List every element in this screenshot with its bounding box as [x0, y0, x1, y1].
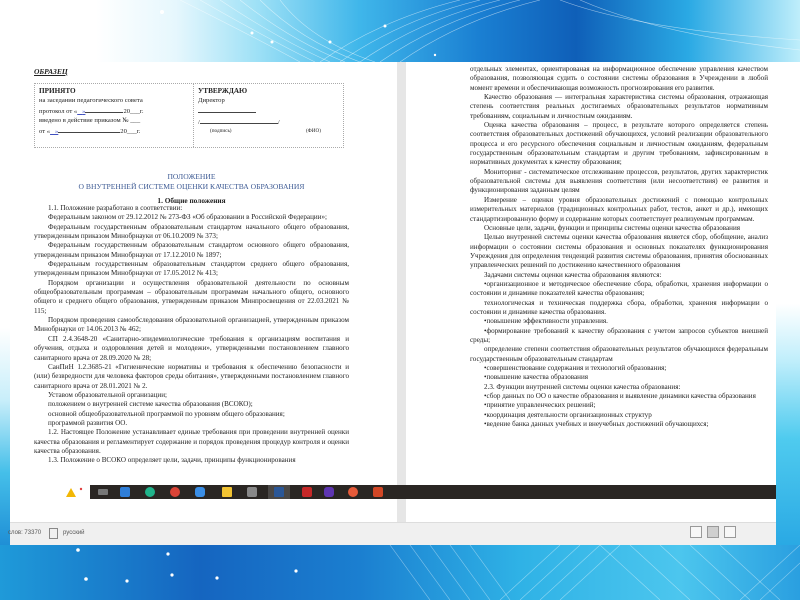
paragraph: •формирование требований к качеству образования с учетом запросов субъектов внешней среды;	[470, 326, 768, 344]
left-page-body	[34, 204, 349, 466]
paragraph: Задачами системы оценки качества образования являются:	[484, 270, 662, 279]
sample-stamp: ОБРАЗЕЦ	[34, 67, 68, 76]
paragraph: Федеральным государственным образовательным стандартом среднего общего образования, утвержденным приказом Минобрнауки от 17.05.2012 № 413;	[34, 260, 349, 278]
status-bar	[10, 522, 776, 546]
signature-line-2: / /	[198, 116, 339, 127]
paragraph: СанПиН 1.2.3685-21 «Гигиенические нормативы и требования к обеспечению безопасности и (или) безвредности для человека факторов среды обитания», утвержденными постановлением главного санитарного врача от 28.01.2021 № 2.	[34, 362, 349, 390]
paragraph: •повышение качества образования	[484, 373, 589, 382]
read-mode-button[interactable]	[690, 526, 702, 538]
paragraph: Целью внутренней системы оценки качества образования является сбор, обобщение, анализ информации о состоянии системы образования и основных показателях функционирования Учреждения для определения тенденций развития системы образования, принятия обоснованных управленческих решений по достижению качественного образования	[470, 233, 768, 270]
paragraph: 1.3. Положение о ВСОКО определяет цели, задачи, принципы функционирования	[48, 456, 296, 465]
paragraph: положением о внутренней системе качества образования (ВСОКО);	[48, 400, 253, 409]
right-page-body	[470, 65, 768, 429]
paragraph: •повышение эффективности управления.	[484, 317, 608, 326]
paragraph: определение степени соответствия образовательных результатов обучающихся федеральным государственным образовательным стандартам	[470, 345, 768, 363]
document-page-right[interactable]	[406, 62, 776, 522]
approval-accepted	[35, 84, 194, 147]
desktop-wallpaper-top	[0, 0, 800, 62]
paragraph: Качество образования — интегральная характеристика системы образования, отражающая степень соответствия реальных достигаемых образовательных результатов нормативным требованиям, социальным и личностным ожиданиям.	[470, 93, 768, 120]
paragraph: Порядком проведения самообследования образовательной организацией, утвержденным приказом Минобрнауки от 14.06.2013 № 462;	[34, 316, 349, 334]
print-layout-button[interactable]	[707, 526, 719, 538]
paragraph: Измерение – оценки уровня образовательных достижений с помощью контрольных измерительных материалов (традиционных контрольных работ, тестов, анкет и др.), имеющих стандартизированную форму и содержание которых соответствует реализуемым программам.	[470, 195, 768, 223]
signature-line-1	[198, 105, 339, 116]
signature-label: (подпись)	[210, 128, 232, 134]
paragraph: основной общеобразовательной программой по уровням общего образования;	[48, 409, 285, 418]
name-label: (ФИО)	[305, 128, 321, 134]
paragraph: Федеральным законом от 29.12.2012 № 273-ФЗ «Об образовании в Российской Федерации»;	[48, 213, 327, 222]
signature-labels	[198, 127, 339, 136]
paragraph: •координация деятельности организационных структур	[484, 410, 652, 419]
approved-position: Директор	[198, 97, 225, 104]
language-indicator[interactable]: русский	[63, 530, 85, 536]
accepted-heading: ПРИНЯТО	[39, 87, 76, 95]
purple-app-icon[interactable]	[324, 487, 334, 497]
paragraph: Мониторинг - систематическое отслеживание процессов, результатов, других характеристик образовательной системы для выявления соответствия (или несоответствия) ее развития и функционирования заданным целям	[470, 167, 768, 195]
paragraph: •принятие управленческих решений;	[484, 401, 596, 410]
warning-icon[interactable]	[63, 486, 89, 498]
taskbar	[90, 485, 776, 499]
paragraph: 1.2. Настоящее Положение устанавливает единые требования при проведении внутренней оценки качества образования и регламентирует содержание и порядок проведения процедур контроля и оценки качества образования.	[34, 428, 349, 455]
chrome-icon[interactable]	[170, 487, 180, 497]
approval-table	[34, 83, 344, 148]
paragraph: технологическая и техническая поддержка сбора, обработки, хранения информации о состоянии и динамике качества образования.	[470, 298, 768, 316]
wallpaper-pattern	[0, 0, 800, 62]
edge-icon[interactable]	[145, 487, 155, 497]
document-page-left[interactable]	[10, 62, 397, 522]
paragraph: 1.1. Положение разработано в соответствии:	[48, 204, 183, 212]
paragraph: программой развития ОО.	[48, 418, 128, 427]
file-explorer-icon[interactable]	[222, 487, 232, 497]
paragraph: Основные цели, задачи, функции и принципы системы оценки качества образования	[484, 223, 741, 232]
view-buttons	[690, 526, 736, 538]
paragraph: отдельных элементах, ориентированая на информационное обеспечение управления качеством образования, позволяющая судить о состоянии системы образования в Учреждении в любой момент времени и обеспечивающая возможность прогнозирования его развития.	[470, 65, 768, 92]
proofing-icon[interactable]	[49, 528, 58, 539]
accepted-line4: от « » 20___г.	[39, 125, 189, 136]
wallpaper-pattern-bottom	[0, 545, 800, 600]
cloud-icon[interactable]	[195, 487, 205, 497]
store-icon[interactable]	[120, 487, 130, 497]
word-count[interactable]: слов: 73370	[8, 530, 42, 536]
powerpoint-icon[interactable]	[373, 487, 383, 497]
page-divider	[397, 62, 406, 522]
desktop-wallpaper-left	[0, 62, 10, 545]
paragraph: •ведение банка данных учебных и внеучебных достижений обучающихся;	[484, 420, 709, 429]
desktop-wallpaper-right	[776, 62, 800, 545]
approval-approved	[194, 84, 343, 147]
paragraph: Оценка качества образования – процесс, в результате которого определяется степень соответствия образовательных достижений обучающихся, условий реализации образовательного процесса и его ресурсного обеспечения социальным и личностным ожиданиям, федеральным государственным образовательным стандартам и другим требованиям, зафиксированным в нормативных документах к качеству образования;	[470, 121, 768, 167]
paragraph: Порядком организации и осуществления образовательной деятельности по основным общеобразовательным программам – образовательным программам начального общего, основного общего и среднего общего образования, утвержденным приказом Минпросвещения от 22.03.2021 № 115;	[34, 278, 349, 315]
section-1-title: 1. Общие положения	[157, 196, 226, 205]
paragraph: Федеральным государственным образовательным стандартом начального общего образования, утвержденным приказом Минобрнауки от 06.10.2009 № 373;	[34, 222, 349, 241]
document-title: ПОЛОЖЕНИЕ О ВНУТРЕННЕЙ СИСТЕМЕ ОЦЕНКИ КАЧЕСТВА ОБРАЗОВАНИЯ	[78, 172, 305, 191]
camera-icon[interactable]	[247, 487, 257, 497]
web-layout-button[interactable]	[724, 526, 736, 538]
desktop-wallpaper-bottom	[0, 545, 800, 600]
word-icon[interactable]	[274, 487, 284, 497]
paragraph: •совершенствование содержания и технологий образования;	[484, 364, 667, 372]
word-document-window	[10, 62, 776, 545]
paragraph: Федеральным государственным образовательным стандартом основного общего образования, утвержденным приказом Минобрнауки от 17.12.2010 № 1897;	[34, 241, 349, 259]
accepted-line1: на заседании педагогического совета	[39, 97, 143, 104]
approved-heading: УТВЕРЖДАЮ	[198, 87, 248, 95]
paragraph: •сбор данных по ОО о качестве образования и выявление динамики качества образования	[484, 392, 756, 401]
red-app-icon[interactable]	[302, 487, 312, 497]
paragraph: СП 2.4.3648-20 «Санитарно-эпидемиологические требования к организациям воспитания и обучения, отдыха и оздоровления детей и молодежи», утвержденными постановлением главного санитарного врача от 28.09.2020 № 28;	[34, 334, 349, 362]
tray-area	[63, 485, 89, 497]
paragraph: •организационное и методическое обеспечение сбора, обработки, хранения информации о состоянии и динамике показателей качества образования;	[470, 279, 768, 298]
task-view-icon[interactable]	[98, 489, 108, 495]
chrome-icon-2[interactable]	[348, 487, 358, 497]
accepted-line3: введено в действие приказом № ___	[39, 117, 141, 124]
paragraph: Уставом образовательной организации;	[48, 390, 167, 399]
paragraph: 2.3. Функции внутренней системы оценки качества образования:	[484, 382, 681, 391]
accepted-line2: протокол от « » 20___г.	[39, 105, 189, 116]
